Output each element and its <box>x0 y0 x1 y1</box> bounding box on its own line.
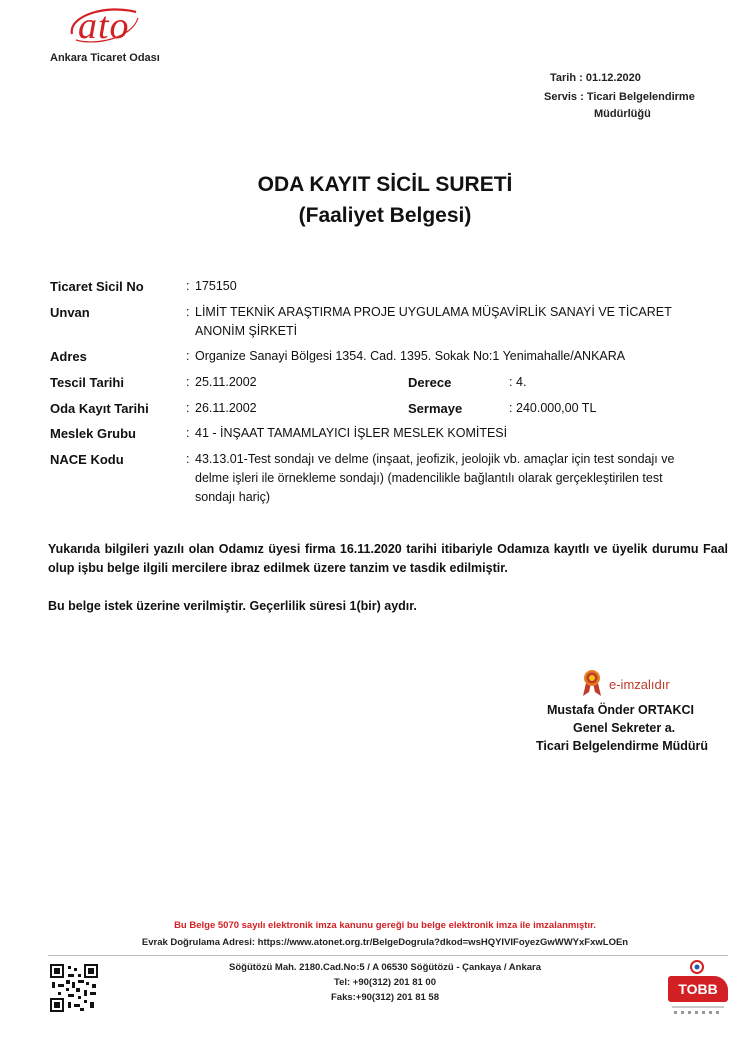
logo-text: ato <box>78 5 130 47</box>
derece-label: Derece <box>408 375 452 390</box>
colon: : <box>186 401 190 415</box>
tobb-text: TOBB <box>678 981 718 997</box>
oda-kayit-value: 26.11.2002 <box>195 401 257 415</box>
footer-phone: Tel: +90(312) 201 81 00 <box>333 977 437 988</box>
unvan-label: Unvan <box>50 305 90 320</box>
colon: : <box>186 305 190 319</box>
statement-paragraph: Yukarıda bilgileri yazılı olan Odamız üyesi firma 16.11.2020 tarihi itibariyle Odamıza kayıtlı ve üyelik durumu Faal olup işbu belge ilgili mercilere ibraz edilmek üzere tanzim ve tasdik edilmiştir. <box>48 542 728 575</box>
document-subtitle: (Faaliyet Belgesi) <box>298 204 472 227</box>
sicil-no-value: 175150 <box>195 279 237 293</box>
tobb-logo <box>666 960 730 1016</box>
e-signature-seal-icon <box>581 669 603 697</box>
tescil-label: Tescil Tarihi <box>50 375 124 390</box>
colon: : <box>509 401 513 415</box>
meslek-label: Meslek Grubu <box>50 426 136 441</box>
signer-name: Mustafa Önder ORTAKCI <box>547 703 694 717</box>
document-date <box>550 72 641 84</box>
unvan-value-line2: ANONİM ŞİRKETİ <box>195 324 298 338</box>
tobb-badge <box>668 976 728 1002</box>
document-title: ODA KAYIT SİCİL SURETİ <box>257 173 513 196</box>
nace-value-line2: delme işleri ile örnekleme sondajı) (madencilikle bağlantılı olarak gerçekleştirilen test <box>195 471 663 485</box>
footer-address: Söğütözü Mah. 2180.Cad.No:5 / A 06530 Söğütözü - Çankaya / Ankara <box>229 962 541 973</box>
signer-title1: Genel Sekreter a. <box>573 721 676 735</box>
colon: : <box>186 452 190 466</box>
signer-title2: Ticari Belgelendirme Müdürü <box>536 739 709 753</box>
org-name: Ankara Ticaret Odası <box>50 52 160 64</box>
service-line <box>544 91 695 103</box>
servis-label: Servis : <box>544 91 587 103</box>
nace-label: NACE Kodu <box>50 452 124 467</box>
servis-value-line1: Ticari Belgelendirme <box>586 91 695 103</box>
unvan-value-line1: LİMİT TEKNİK ARAŞTIRMA PROJE UYGULAMA MÜŞAVİRLİK SANAYİ VE TİCARET <box>195 305 672 319</box>
tescil-value: 25.11.2002 <box>195 375 257 389</box>
derece-value: 4. <box>516 375 527 389</box>
date-value: 01.12.2020 <box>585 72 641 84</box>
legal-note: Bu Belge 5070 sayılı elektronik imza kanunu gereği bu belge elektronik imza ile imzalanmıştır. <box>174 920 596 931</box>
sicil-no-label: Ticaret Sicil No <box>50 279 144 294</box>
validity-paragraph: Bu belge istek üzerine verilmiştir. Geçerlilik süresi 1(bir) aydır. <box>48 599 417 613</box>
sermaye-value: 240.000,00 TL <box>516 401 597 415</box>
verification-address: Evrak Doğrulama Adresi: https://www.atonet.org.tr/BelgeDogrula?dkod=wsHQYIVIFoyezGwWWYxFxwLOEn <box>141 937 629 948</box>
colon: : <box>186 279 190 293</box>
tobb-stars <box>674 1011 722 1014</box>
oda-kayit-label: Oda Kayıt Tarihi <box>50 401 149 416</box>
nace-value-line3: sondajı hariç) <box>195 490 271 504</box>
colon: : <box>186 349 190 363</box>
footer-divider <box>48 955 728 956</box>
colon: : <box>186 375 190 389</box>
sermaye-label: Sermaye <box>408 401 463 416</box>
date-label: Tarih : <box>550 72 586 84</box>
adres-value: Organize Sanayi Bölgesi 1354. Cad. 1395. Sokak No:1 Yenimahalle/ANKARA <box>195 349 626 363</box>
meslek-value: 41 - İNŞAAT TAMAMLAYICI İŞLER MESLEK KOMİTESİ <box>195 426 508 440</box>
e-imza-badge: e-imzalıdır <box>609 677 670 692</box>
colon: : <box>186 426 190 440</box>
servis-value-line2: Müdürlüğü <box>594 108 651 120</box>
tobb-underline <box>672 1006 724 1008</box>
tobb-emblem-icon <box>688 960 706 974</box>
nace-value-line1: 43.13.01-Test sondajı ve delme (inşaat, jeofizik, jeolojik vb. amaçlar için test sondajı ve <box>195 452 675 466</box>
adres-label: Adres <box>50 349 87 364</box>
colon: : <box>509 375 513 389</box>
footer-fax: Faks:+90(312) 201 81 58 <box>330 992 439 1003</box>
